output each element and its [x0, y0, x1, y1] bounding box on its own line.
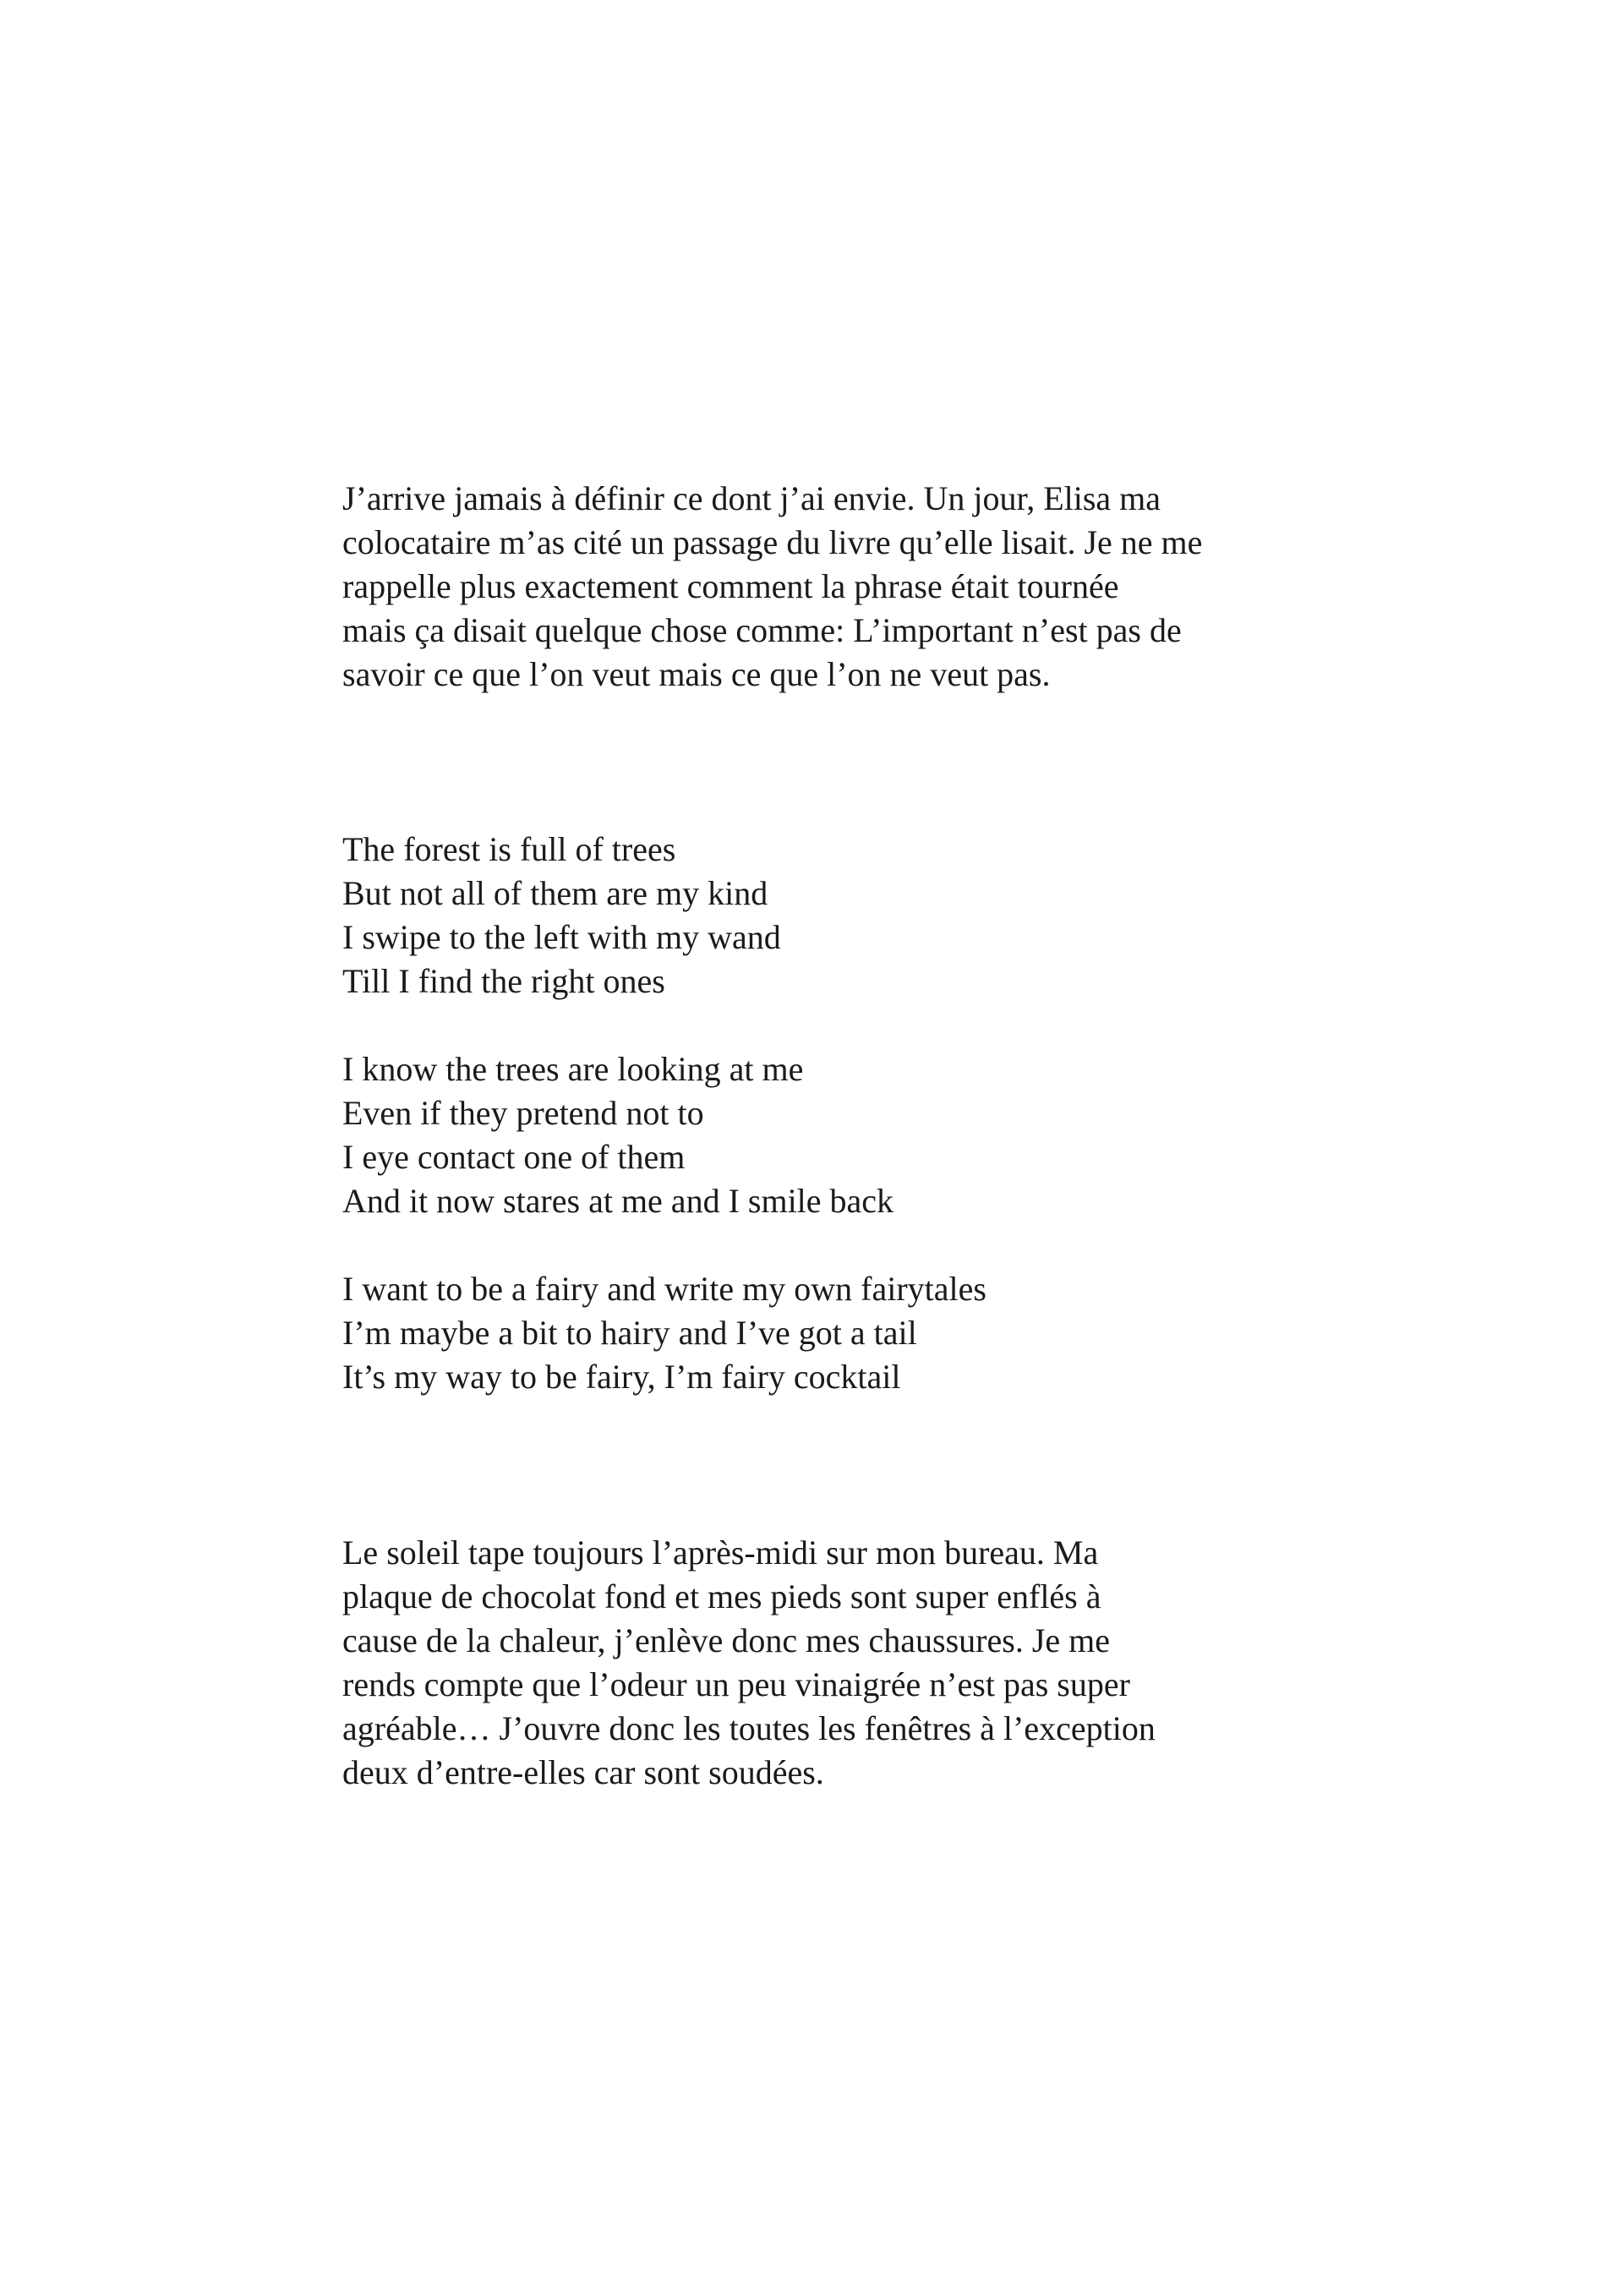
paragraph-line: mais ça disait quelque chose comme: L’important n’est pas de — [342, 611, 1182, 649]
paragraph-line: rappelle plus exactement comment la phrase était tournée — [342, 567, 1119, 605]
paragraph-line: deux d’entre-elles car sont soudées. — [342, 1753, 824, 1791]
poem-line: And it now stares at me and I smile back — [342, 1182, 894, 1220]
poem-line: The forest is full of trees — [342, 830, 676, 868]
paragraph-line: Le soleil tape toujours l’après-midi sur mon bureau. Ma — [342, 1533, 1099, 1572]
poem-line: I know the trees are looking at me — [342, 1050, 804, 1088]
poem-stanza-2 — [342, 1047, 986, 1223]
paragraph-line: cause de la chaleur, j’enlève donc mes chaussures. Je me — [342, 1621, 1111, 1659]
paragraph-line: savoir ce que l’on veut mais ce que l’on ne veut pas. — [342, 655, 1051, 693]
poem-stanza-1 — [342, 828, 986, 1003]
poem — [342, 828, 986, 1399]
paragraph-line: agréable… J’ouvre donc les toutes les fenêtres à l’exception — [342, 1709, 1156, 1747]
paragraph-line: plaque de chocolat fond et mes pieds sont super enflés à — [342, 1577, 1101, 1615]
paragraph-soleil — [342, 1531, 1156, 1795]
poem-line: I eye contact one of them — [342, 1138, 686, 1176]
paragraph-line: J’arrive jamais à définir ce dont j’ai envie. Un jour, Elisa ma — [342, 479, 1161, 517]
poem-line: It’s my way to be fairy, I’m fairy cocktail — [342, 1358, 901, 1396]
paragraph-line: rends compte que l’odeur un peu vinaigrée n’est pas super — [342, 1665, 1130, 1703]
poem-line: I’m maybe a bit to hairy and I’ve got a tail — [342, 1314, 917, 1352]
paragraph-elisa — [342, 477, 1202, 697]
poem-line: Even if they pretend not to — [342, 1094, 704, 1132]
paragraph-line: colocataire m’as cité un passage du livre qu’elle lisait. Je ne me — [342, 523, 1203, 561]
poem-stanza-3 — [342, 1267, 986, 1399]
poem-line: I want to be a fairy and write my own fairytales — [342, 1270, 986, 1308]
poem-line: Till I find the right ones — [342, 962, 665, 1000]
poem-line: But not all of them are my kind — [342, 874, 768, 912]
poem-line: I swipe to the left with my wand — [342, 918, 781, 956]
